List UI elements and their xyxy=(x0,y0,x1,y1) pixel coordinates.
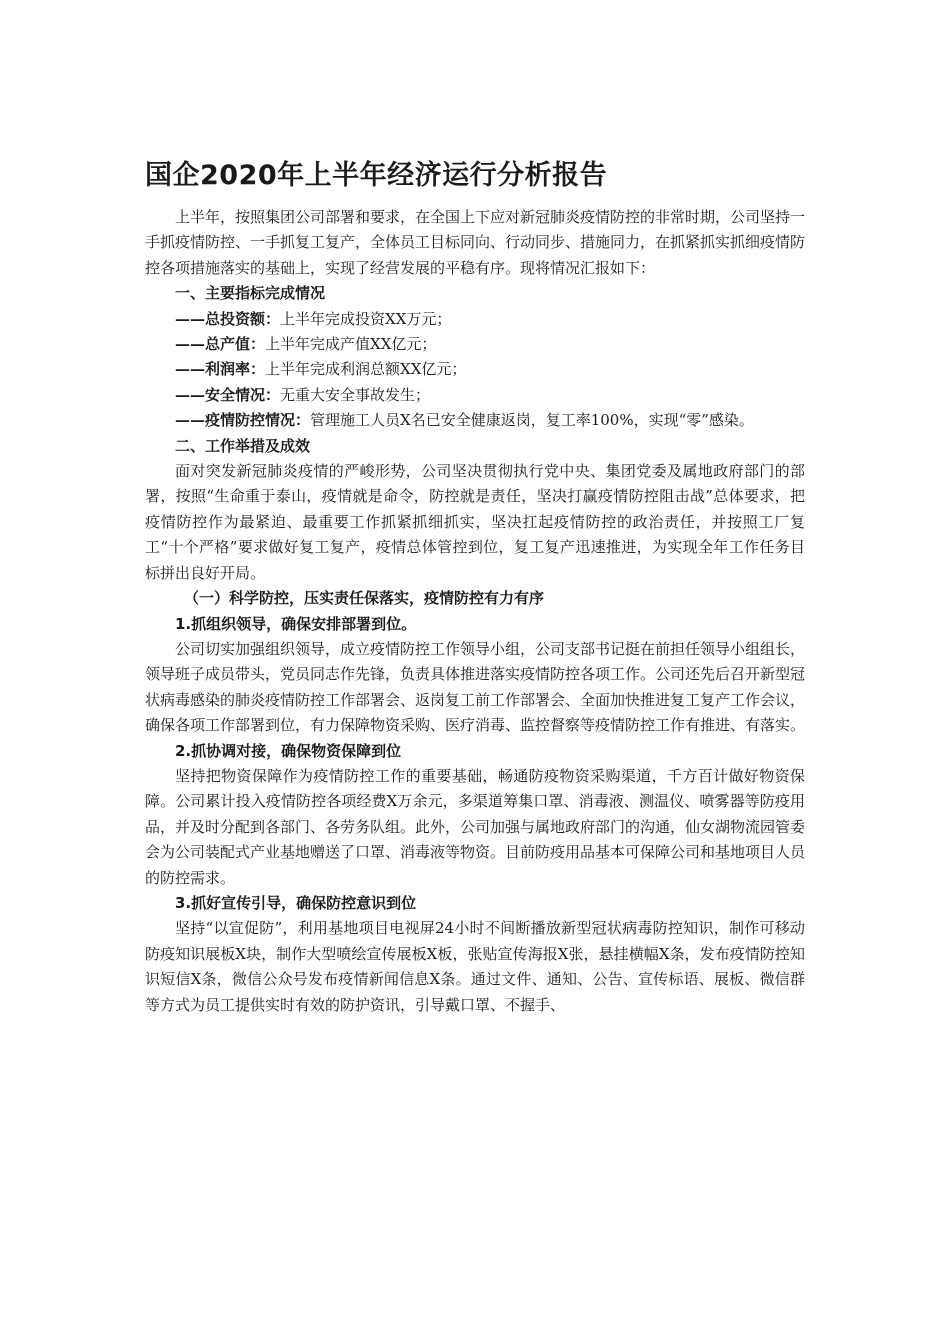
section-heading-2: 二、工作举措及成效 xyxy=(175,436,311,455)
subsection-heading: （一）科学防控，压实责任保落实，疫情防控有力有序 xyxy=(184,589,545,608)
point-heading-3: 3.抓好宣传引导，确保防控意识到位 xyxy=(175,893,417,912)
section-2-paragraph: 面对突发新冠肺炎疫情的严峻形势，公司坚决贯彻执行党中央、集团党委及属地政府部门的部署，按照“生命重于泰山，疫情就是命令，防控就是责任，坚决打赢疫情防控阻击战”总体要求，把疫情防控作为最紧迫、最重要工作抓紧抓细抓实，坚决扛起疫情防控的政治责任，并按照工厂复工“十个严格”要求做好复工复产，疫情总体管控到位，复工复产迅速推进，为实现全年工作任务目标拼出良好开局。 xyxy=(145,462,805,582)
section-heading-1: 一、主要指标完成情况 xyxy=(175,284,326,303)
point-paragraph-1: 公司切实加强组织领导，成立疫情防控工作领导小组，公司支部书记挺在前担任领导小组组长，领导班子成员带头，党员同志作先锋，负责具体推进落实疫情防控各项工作。公司还先后召开新型冠状病毒感染的肺炎疫情防控工作部署会、返岗复工前工作部署会、全面加快推进复工复产工作会议，确保各项工作部署到位，有力保障物资采购、医疗消毒、监控督察等疫情防控工作有推进、有落实。 xyxy=(145,639,806,735)
indicator-text: 管理施工人员X名已安全健康返岗，复工率100%，实现“零”感染。 xyxy=(310,411,754,430)
intro-paragraph: 上半年，按照集团公司部署和要求，在全国上下应对新冠肺炎疫情防控的非常时期，公司坚持一手抓疫情防控、一手抓复工复产，全体员工目标同向、行动同步、措施同力，在抓紧抓实抓细疫情防控各项措施落实的基础上，实现了经营发展的平稳有序。现将情况汇报如下： xyxy=(145,208,806,277)
point-paragraph-2: 坚持把物资保障作为疫情防控工作的重要基础，畅通防疫物资采购渠道，千方百计做好物资保障。公司累计投入疫情防控各项经费X万余元，多渠道筹集口罩、消毒液、测温仪、喷雾器等防疫用品，并及时分配到各部门、各劳务队组。此外，公司加强与属地政府部门的沟通，仙女湖物流园管委会为公司装配式产业基地赠送了口罩、消毒液等物资。目前防疫用品基本可保障公司和基地项目人员的防控需求。 xyxy=(145,766,806,887)
indicator-label: ——利润率： xyxy=(175,360,266,379)
indicator-item xyxy=(145,383,805,408)
indicator-label: ——疫情防控情况： xyxy=(175,411,311,430)
indicator-item xyxy=(145,408,805,433)
indicator-item xyxy=(145,307,805,332)
indicator-text: 无重大安全事故发生； xyxy=(280,385,431,404)
document-title: 国企2020年上半年经济运行分析报告 xyxy=(145,160,608,191)
point-paragraph-3: 坚持“以宣促防”，利用基地项目电视屏24小时不间断播放新型冠状病毒防控知识，制作可移动防疫知识展板X块，制作大型喷绘宣传展板X板，张贴宣传海报X张，悬挂横幅X条，发布疫情防控知识短信X条，微信公众号发布疫情新闻信息X条。通过文件、通知、公告、宣传标语、展板、微信群等方式为员工提供实时有效的防护资讯，引导戴口罩、不握手、 xyxy=(145,919,805,1014)
indicator-label: ——安全情况： xyxy=(175,385,281,404)
indicator-item xyxy=(145,357,805,382)
indicator-text: 上半年完成利润总额XX亿元； xyxy=(265,360,467,379)
indicator-label: ——总产值： xyxy=(175,335,266,354)
point-heading-1: 1.抓组织领导，确保安排部署到位。 xyxy=(175,614,417,633)
indicator-text: 上半年完成产值XX亿元； xyxy=(265,335,437,354)
indicator-text: 上半年完成投资XX万元； xyxy=(280,309,452,328)
point-heading-2: 2.抓协调对接，确保物资保障到位 xyxy=(175,741,402,760)
document-body xyxy=(145,205,805,1018)
indicator-item xyxy=(145,332,805,357)
indicator-label: ——总投资额： xyxy=(175,309,281,328)
